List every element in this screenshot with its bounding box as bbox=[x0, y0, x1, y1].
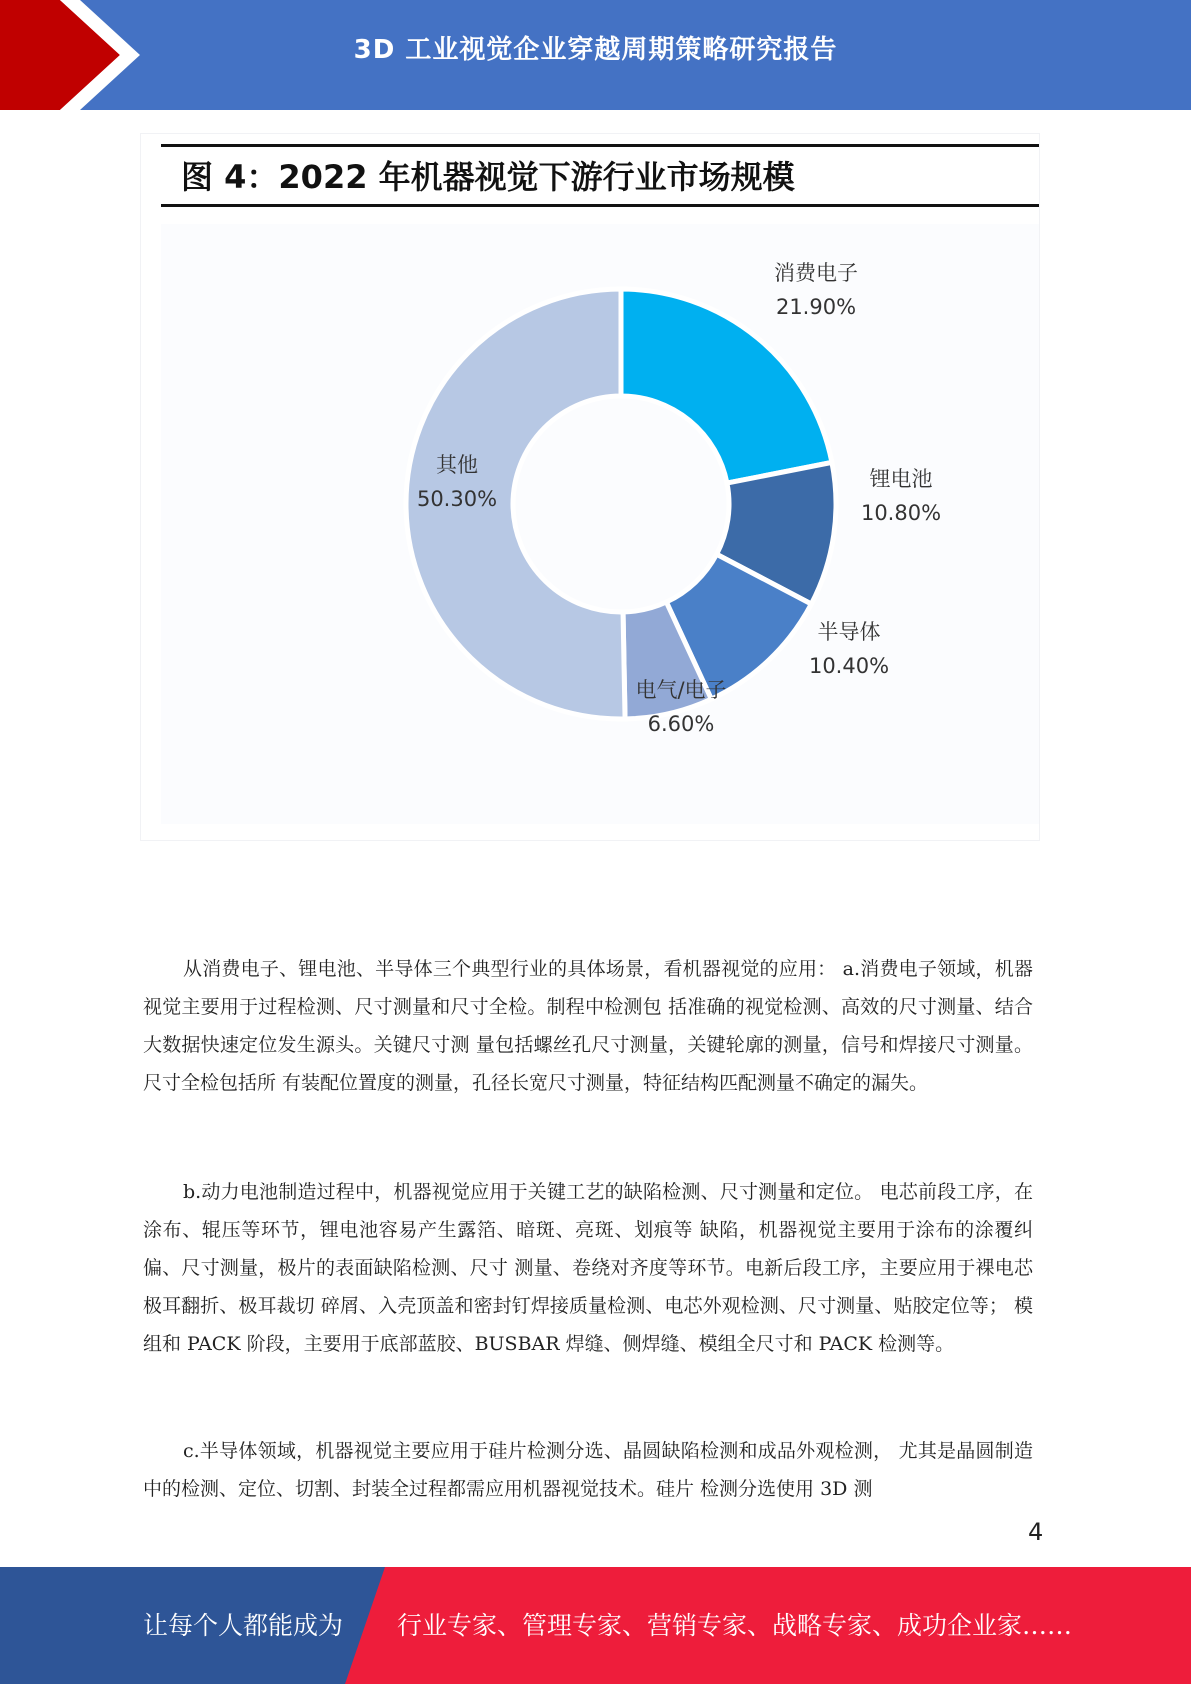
figure bbox=[140, 133, 1040, 841]
slice-value-label: 21.90% bbox=[775, 295, 857, 319]
footer-slogan-right: 行业专家、管理专家、营销专家、战略专家、成功企业家…… bbox=[397, 1611, 1073, 1640]
figure-top-rule bbox=[161, 144, 1039, 147]
slice-value-label: 10.40% bbox=[808, 654, 890, 678]
slice-value-label: 50.30% bbox=[416, 487, 498, 511]
donut-chart bbox=[161, 224, 1039, 824]
slice-value-label: 10.80% bbox=[860, 501, 942, 525]
paragraph-semiconductor: c.半导体领域，机器视觉主要应用于硅片检测分选、晶圆缺陷检测和成品外观检测， 尤其是晶圆制造中的检测、定位、切割、封装全过程都需应用机器视觉技术。硅片 检测分选使用 3D 测 bbox=[143, 1440, 1033, 1500]
slice-name-label: 其他 bbox=[436, 453, 478, 477]
figure-title: 图 4：2022 年机器视觉下游行业市场规模 bbox=[181, 158, 795, 196]
page-header bbox=[0, 0, 1191, 110]
slice-name-label: 半导体 bbox=[817, 620, 881, 644]
footer-slogan-left: 让每个人都能成为 bbox=[143, 1611, 344, 1640]
slice-value-label: 6.60% bbox=[647, 712, 715, 736]
page-footer bbox=[0, 1567, 1191, 1684]
chart-area bbox=[161, 224, 1039, 824]
paragraph-power-battery: b.动力电池制造过程中，机器视觉应用于关键工艺的缺陷检测、尺寸测量和定位。 电芯前段工序，在涂布、辊压等环节，锂电池容易产生露箔、暗斑、亮斑、划痕等 缺陷，机器视觉主要用于涂布的涂覆纠偏、尺寸测量，极片的表面缺陷检测、尺寸 测量、卷绕对齐度等环节。电新后段工序，主要应用于裸电芯极耳翻折、极耳裁切 碎屑、入壳顶盖和密封钉焊接质量检测、电芯外观检测、尺寸测量、贴胶定位等； 模组和 PACK 阶段，主要用于底部蓝胶、BUSBAR 焊缝、侧焊缝、模组全尺寸和 PACK 检测等。 bbox=[143, 1181, 1033, 1355]
report-title: 3D 工业视觉企业穿越周期策略研究报告 bbox=[353, 35, 838, 65]
slice-name-label: 消费电子 bbox=[774, 261, 858, 285]
slice-name-label: 电气/电子 bbox=[635, 678, 727, 702]
slice-name-label: 锂电池 bbox=[869, 467, 933, 491]
paragraph-consumer-electronics: 从消费电子、锂电池、半导体三个典型行业的具体场景，看机器视觉的应用： a.消费电子领域，机器视觉主要用于过程检测、尺寸测量和尺寸全检。制程中检测包 括准确的视觉检测、高效的尺寸测量、结合大数据快速定位发生源头。关键尺寸测 量包括螺丝孔尺寸测量，关键轮廓的测量，信号和焊接尺寸测量。尺寸全检包括所 有装配位置度的测量，孔径长宽尺寸测量，特征结构匹配测量不确定的漏失。 bbox=[143, 958, 1033, 1094]
page-number: 4 bbox=[1028, 1518, 1044, 1546]
figure-bottom-rule bbox=[161, 204, 1039, 207]
